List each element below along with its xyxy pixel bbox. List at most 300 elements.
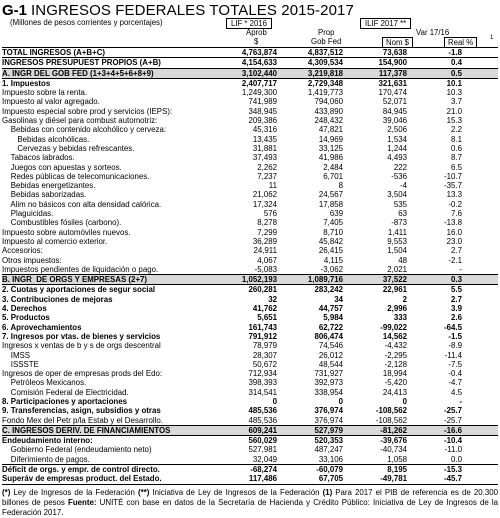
table-row bbox=[2, 58, 498, 68]
value-ilif-2017: 33,106 bbox=[277, 455, 343, 465]
row-spacer bbox=[462, 397, 498, 406]
header-nom: Nom $ bbox=[382, 37, 413, 48]
value-lif-2016: 11 bbox=[268, 181, 277, 191]
row-label: Accesorios: bbox=[2, 246, 43, 256]
value-ilif-2017: 48,544 bbox=[318, 359, 343, 369]
value-var-real: - bbox=[459, 396, 462, 406]
row-spacer bbox=[462, 351, 498, 360]
row-spacer bbox=[462, 88, 498, 97]
row-label: C. INGRESOS DERIV. DE FINANCIAMIENTOS bbox=[2, 425, 210, 435]
value-var-real: 2.7 bbox=[451, 246, 462, 256]
row-spacer bbox=[462, 237, 498, 246]
table-row bbox=[2, 351, 498, 360]
value-var-nominal: 222 bbox=[393, 162, 407, 172]
value-lif-2016: 209,386 bbox=[248, 116, 277, 126]
row-label: ISSSTE bbox=[2, 359, 39, 369]
value-var-nominal: 24,413 bbox=[382, 387, 407, 397]
value-var-nominal: 2 bbox=[402, 294, 407, 304]
row-label: Déficit de orgs. y empr. de control directo. bbox=[2, 465, 160, 475]
value-ilif-2017: 794,060 bbox=[314, 97, 343, 107]
table-row bbox=[2, 116, 498, 125]
header-lif: LIF * 2016 bbox=[226, 18, 272, 29]
value-lif-2016: 560,029 bbox=[248, 436, 277, 446]
row-label: Bebidas alcohólicas. bbox=[2, 134, 90, 144]
row-label: Cervezas y bebidas refrescantes. bbox=[2, 143, 135, 153]
value-lif-2016: 4,067 bbox=[257, 255, 277, 265]
row-label: 6. Aprovechamientos bbox=[2, 322, 82, 332]
value-ilif-2017: 4,837,512 bbox=[277, 48, 343, 58]
header-gobfed: Gob Fed bbox=[311, 37, 342, 46]
row-label: Superáv de empresas product. del Estado. bbox=[2, 474, 210, 484]
table-row bbox=[2, 295, 498, 304]
value-lif-2016: 7,237 bbox=[257, 171, 277, 181]
table-row bbox=[2, 474, 498, 484]
table-row bbox=[2, 265, 498, 275]
value-ilif-2017: 0 bbox=[338, 396, 343, 406]
value-lif-2016: 17,324 bbox=[252, 199, 277, 209]
value-lif-2016: 41,762 bbox=[252, 304, 277, 314]
footnote-source-text: UNITÉ con base en datos de la Secretaría de Hacienda y Crédito Público: Iniciativa de Ley de Ingresos de la Federación 2017. bbox=[2, 497, 499, 517]
value-ilif-2017: 2,484 bbox=[323, 162, 343, 172]
value-lif-2016: 485,536 bbox=[210, 416, 277, 426]
row-label: Alim no básicos con alta densidad calórica. bbox=[2, 199, 162, 209]
value-var-real: 23.0 bbox=[446, 236, 462, 246]
row-label: Diferimiento de pagos. bbox=[2, 455, 210, 465]
table-row bbox=[2, 275, 498, 285]
row-spacer bbox=[462, 313, 498, 322]
value-ilif-2017: 74,546 bbox=[318, 341, 343, 351]
value-var-nominal: 0 bbox=[402, 396, 407, 406]
row-spacer bbox=[462, 275, 498, 285]
value-ilif-2017: 6,701 bbox=[323, 171, 343, 181]
value-ilif-2017: 376,974 bbox=[314, 406, 343, 416]
table-row bbox=[2, 304, 498, 313]
value-var-nominal: 2,996 bbox=[387, 304, 407, 314]
value-lif-2016: 4,763,874 bbox=[210, 48, 277, 58]
value-var-real: 0.0 bbox=[407, 455, 462, 465]
footnote-text-1: Ley de Ingresos de la Federación bbox=[10, 487, 138, 497]
row-spacer bbox=[462, 125, 498, 134]
row-label: Tabacos labrados. bbox=[2, 153, 75, 163]
header-prop: Prop bbox=[318, 28, 335, 37]
row-label: A. INGR DEL GOB FED (1+3+4+5+6+8+9) bbox=[2, 68, 210, 78]
row-spacer bbox=[462, 181, 498, 190]
row-label: Impuesto al valor agregado. bbox=[2, 97, 100, 107]
value-var-real: 3.7 bbox=[451, 97, 462, 107]
value-var-nominal: 73,638 bbox=[343, 48, 407, 58]
value-var-nominal: 63 bbox=[398, 209, 407, 219]
value-ilif-2017: 731,927 bbox=[314, 369, 343, 379]
value-ilif-2017: 33,125 bbox=[318, 143, 343, 153]
row-spacer bbox=[462, 455, 498, 465]
value-lif-2016: 4,154,633 bbox=[210, 58, 277, 68]
row-label: Ingresos x ventas de b y s de orgs descentral bbox=[2, 341, 161, 351]
row-spacer bbox=[462, 144, 498, 153]
row-spacer bbox=[462, 425, 498, 435]
row-label: Impuesto sobre la renta. bbox=[2, 88, 88, 98]
value-lif-2016: 1,052,193 bbox=[210, 275, 277, 285]
table-row bbox=[2, 68, 498, 78]
value-ilif-2017: 487,247 bbox=[314, 445, 343, 455]
income-table bbox=[2, 47, 498, 485]
table-row bbox=[2, 341, 498, 350]
table-row bbox=[2, 436, 498, 446]
value-ilif-2017: 520,353 bbox=[314, 436, 343, 446]
row-spacer bbox=[462, 107, 498, 116]
value-lif-2016: 2,407,717 bbox=[241, 78, 277, 88]
value-lif-2016: 712,934 bbox=[248, 369, 277, 379]
header-ilif: ILIF 2017 ** bbox=[360, 18, 411, 29]
value-ilif-2017: 283,242 bbox=[314, 285, 343, 295]
row-label: Bebidas saborizadas. bbox=[2, 190, 87, 200]
row-label: B. INGR DE ORGS Y EMPRESAS (2+7) bbox=[2, 275, 210, 285]
row-spacer bbox=[462, 406, 498, 415]
value-var-real: 3.9 bbox=[451, 304, 462, 314]
value-var-nominal: -4,432 bbox=[384, 341, 407, 351]
value-var-real: 10.1 bbox=[446, 78, 462, 88]
value-var-nominal: 535 bbox=[393, 199, 407, 209]
table-row bbox=[2, 313, 498, 322]
table-row bbox=[2, 237, 498, 246]
value-var-real: -25.7 bbox=[407, 416, 462, 426]
value-ilif-2017: 3,219,818 bbox=[277, 68, 343, 78]
value-var-nominal: 37,522 bbox=[343, 275, 407, 285]
table-row bbox=[2, 416, 498, 426]
value-var-real: -1.8 bbox=[407, 48, 462, 58]
value-var-nominal: 2,021 bbox=[343, 265, 407, 275]
row-label: Fondo Mex del Petr p/la Estab y el Desarrollo. bbox=[2, 416, 210, 426]
value-lif-2016: -5,083 bbox=[210, 265, 277, 275]
subtitle: (Millones de pesos corrientes y porcentajes) bbox=[10, 18, 163, 27]
row-spacer bbox=[462, 360, 498, 369]
row-spacer bbox=[462, 378, 498, 387]
value-var-real: -13.8 bbox=[444, 218, 462, 228]
value-ilif-2017: 7,405 bbox=[323, 218, 343, 228]
value-lif-2016: 117,486 bbox=[210, 474, 277, 484]
row-spacer bbox=[462, 68, 498, 78]
value-var-real: 4.5 bbox=[451, 387, 462, 397]
value-var-nominal: 14,562 bbox=[382, 331, 407, 341]
table-row bbox=[2, 246, 498, 255]
value-ilif-2017: 2,729,348 bbox=[307, 78, 343, 88]
value-ilif-2017: 5,984 bbox=[323, 313, 343, 323]
footnote-text-3: Para 2017 el PIB de referencia es de 20.300 billones de pesos bbox=[2, 487, 498, 507]
table-row bbox=[2, 135, 498, 144]
value-ilif-2017: 17,858 bbox=[318, 199, 343, 209]
row-spacer bbox=[462, 153, 498, 162]
value-var-nominal: 1,534 bbox=[387, 134, 407, 144]
row-label: Bebidas energetizantes. bbox=[2, 181, 96, 191]
table-row bbox=[2, 378, 498, 387]
row-spacer bbox=[462, 436, 498, 446]
value-var-real: -7.5 bbox=[448, 359, 462, 369]
value-var-nominal: 321,631 bbox=[378, 78, 407, 88]
row-spacer bbox=[462, 388, 498, 397]
table-row bbox=[2, 406, 498, 415]
value-lif-2016: 37,493 bbox=[252, 153, 277, 163]
row-spacer bbox=[462, 135, 498, 144]
value-var-real: -10.7 bbox=[444, 171, 462, 181]
value-lif-2016: 13,435 bbox=[252, 134, 277, 144]
row-spacer bbox=[462, 256, 498, 265]
value-var-real: 0.4 bbox=[407, 58, 462, 68]
value-lif-2016: 32 bbox=[268, 294, 277, 304]
value-var-nominal: 9,553 bbox=[387, 236, 407, 246]
row-spacer bbox=[462, 200, 498, 209]
value-var-real: -0.2 bbox=[448, 199, 462, 209]
header-var: Var 17/16 bbox=[416, 28, 450, 37]
value-var-real: 8.7 bbox=[451, 153, 462, 163]
value-ilif-2017: 8 bbox=[338, 181, 343, 191]
row-spacer bbox=[462, 163, 498, 172]
value-var-nominal: 8,195 bbox=[387, 465, 407, 475]
header-aprob-unit: $ bbox=[254, 37, 259, 46]
value-var-nominal: 84,945 bbox=[382, 106, 407, 116]
value-var-nominal: 170,474 bbox=[378, 88, 407, 98]
row-spacer bbox=[462, 48, 498, 58]
value-lif-2016: 2,262 bbox=[257, 162, 277, 172]
value-lif-2016: 32,049 bbox=[210, 455, 277, 465]
value-lif-2016: 45,316 bbox=[252, 125, 277, 135]
value-var-real: 15.3 bbox=[446, 116, 462, 126]
row-spacer bbox=[462, 209, 498, 218]
value-ilif-2017: 44,757 bbox=[318, 304, 343, 314]
row-spacer bbox=[462, 116, 498, 125]
row-label: TOTAL INGRESOS (A+B+C) bbox=[2, 48, 210, 58]
table-row bbox=[2, 228, 498, 237]
value-var-nominal: -108,562 bbox=[343, 416, 407, 426]
row-label: Combustibles fósiles (carbono). bbox=[2, 218, 122, 228]
row-spacer bbox=[462, 190, 498, 199]
value-lif-2016: 28,307 bbox=[252, 350, 277, 360]
table-row bbox=[2, 163, 498, 172]
row-label: 2. Cuotas y aportaciones de segur social bbox=[2, 285, 156, 295]
row-label: Gasolinas y diésel para combust automotriz: bbox=[2, 116, 158, 126]
row-spacer bbox=[462, 416, 498, 426]
value-lif-2016: -68,274 bbox=[250, 465, 277, 475]
table-row bbox=[2, 125, 498, 134]
table-row bbox=[2, 153, 498, 162]
row-label: Bebidas con contenido alcohólico y cerveza: bbox=[2, 125, 167, 135]
value-ilif-2017: 4,115 bbox=[323, 255, 343, 265]
row-spacer bbox=[462, 341, 498, 350]
value-var-nominal: 1,058 bbox=[343, 455, 407, 465]
value-var-real: 6.5 bbox=[451, 162, 462, 172]
value-ilif-2017: 47,821 bbox=[318, 125, 343, 135]
value-var-nominal: 52,071 bbox=[382, 97, 407, 107]
row-spacer bbox=[462, 246, 498, 255]
value-var-real: -25.7 bbox=[444, 406, 462, 416]
value-lif-2016: 161,743 bbox=[248, 322, 277, 332]
value-var-real: -45.7 bbox=[407, 474, 462, 484]
value-ilif-2017: 433,890 bbox=[314, 106, 343, 116]
value-var-nominal: 333 bbox=[393, 313, 407, 323]
value-var-nominal: -40,734 bbox=[380, 445, 407, 455]
value-var-real: -2.1 bbox=[448, 255, 462, 265]
value-var-real: 2.2 bbox=[451, 125, 462, 135]
value-ilif-2017: 62,722 bbox=[318, 322, 343, 332]
value-var-real: 8.1 bbox=[451, 134, 462, 144]
footnote-source-label: Fuente: bbox=[68, 497, 97, 507]
value-ilif-2017: -60,079 bbox=[316, 465, 343, 475]
value-ilif-2017: 806,474 bbox=[314, 331, 343, 341]
table-row bbox=[2, 425, 498, 435]
value-lif-2016: 609,241 bbox=[210, 425, 277, 435]
value-lif-2016: 78,979 bbox=[252, 341, 277, 351]
value-var-nominal: -4 bbox=[399, 181, 407, 191]
value-ilif-2017: 26,012 bbox=[318, 350, 343, 360]
table-row bbox=[2, 48, 498, 58]
value-var-nominal: 1,244 bbox=[387, 143, 407, 153]
table-row bbox=[2, 360, 498, 369]
value-lif-2016: 398,393 bbox=[248, 378, 277, 388]
row-spacer bbox=[462, 465, 498, 475]
table-row bbox=[2, 455, 498, 465]
value-ilif-2017: 8,710 bbox=[323, 227, 343, 237]
row-spacer bbox=[462, 228, 498, 237]
value-var-nominal: -108,562 bbox=[375, 406, 407, 416]
row-label: 4. Derechos bbox=[2, 304, 47, 314]
value-lif-2016: 314,541 bbox=[248, 387, 277, 397]
row-label: Gobierno Federal (endeudamiento neto) bbox=[2, 445, 152, 455]
value-var-nominal: -873 bbox=[391, 218, 407, 228]
value-var-real: 2.7 bbox=[451, 294, 462, 304]
value-lif-2016: 31,881 bbox=[252, 143, 277, 153]
row-label: Plaguicidas. bbox=[2, 209, 54, 219]
table-row bbox=[2, 78, 498, 88]
row-label: 1. Impuestos bbox=[2, 78, 51, 88]
value-var-nominal: -49,781 bbox=[343, 474, 407, 484]
value-var-nominal: -2,295 bbox=[384, 350, 407, 360]
value-var-real: -0.4 bbox=[448, 369, 462, 379]
value-var-nominal: 4,493 bbox=[387, 153, 407, 163]
value-ilif-2017: 45,842 bbox=[318, 236, 343, 246]
row-spacer bbox=[462, 295, 498, 304]
value-var-real: 13.3 bbox=[446, 190, 462, 200]
value-var-real: -16.6 bbox=[407, 425, 462, 435]
value-lif-2016: 576 bbox=[263, 209, 277, 219]
value-var-real: -11.0 bbox=[444, 445, 462, 455]
row-label: Impuesto especial sobre prod y servicios (IEPS): bbox=[2, 106, 173, 116]
row-spacer bbox=[462, 445, 498, 454]
table-title: INGRESOS FEDERALES TOTALES 2015-2017 bbox=[31, 1, 354, 19]
value-ilif-2017: -3,062 bbox=[277, 265, 343, 275]
value-ilif-2017: 1,419,773 bbox=[307, 88, 343, 98]
value-var-real: 10.3 bbox=[446, 88, 462, 98]
table-row bbox=[2, 332, 498, 341]
table-row bbox=[2, 218, 498, 227]
value-lif-2016: 50,672 bbox=[252, 359, 277, 369]
row-spacer bbox=[462, 78, 498, 88]
value-var-real: 7.6 bbox=[451, 209, 462, 219]
table-row bbox=[2, 323, 498, 332]
value-ilif-2017: 34 bbox=[334, 294, 343, 304]
value-lif-2016: 485,536 bbox=[248, 406, 277, 416]
value-lif-2016: 1,249,300 bbox=[241, 88, 277, 98]
footnote-symbol-2: (**) bbox=[137, 487, 150, 497]
table-row bbox=[2, 388, 498, 397]
row-spacer bbox=[462, 323, 498, 332]
value-var-nominal: 18,994 bbox=[382, 369, 407, 379]
value-ilif-2017: 14,969 bbox=[318, 134, 343, 144]
row-label: Endeudamiento interno: bbox=[2, 436, 93, 446]
table-row bbox=[2, 445, 498, 454]
value-var-real: -4.7 bbox=[448, 378, 462, 388]
value-lif-2016: 21,062 bbox=[252, 190, 277, 200]
value-var-real: 16.0 bbox=[446, 227, 462, 237]
value-var-real: -11.4 bbox=[444, 350, 462, 360]
value-var-real: 2.6 bbox=[451, 313, 462, 323]
row-spacer bbox=[462, 265, 498, 275]
value-var-nominal: 39,046 bbox=[382, 116, 407, 126]
value-var-real: 0.3 bbox=[407, 275, 462, 285]
value-lif-2016: 260,281 bbox=[248, 285, 277, 295]
value-var-nominal: -39,676 bbox=[380, 436, 407, 446]
value-lif-2016: 8,278 bbox=[257, 218, 277, 228]
value-var-real: -64.5 bbox=[444, 322, 462, 332]
row-label: Impuesto sobre automóviles nuevos. bbox=[2, 227, 131, 237]
row-label: Juegos con apuestas y sorteos. bbox=[2, 162, 122, 172]
value-ilif-2017: 24,567 bbox=[318, 190, 343, 200]
value-lif-2016: 348,945 bbox=[248, 106, 277, 116]
value-var-real: -10.4 bbox=[444, 436, 462, 446]
table-row bbox=[2, 190, 498, 199]
value-lif-2016: 791,912 bbox=[248, 331, 277, 341]
value-var-nominal: 154,900 bbox=[343, 58, 407, 68]
value-lif-2016: 24,911 bbox=[253, 246, 277, 256]
value-var-nominal: -536 bbox=[391, 171, 407, 181]
table-row bbox=[2, 107, 498, 116]
value-var-real: -8.9 bbox=[448, 341, 462, 351]
value-ilif-2017: 67,705 bbox=[277, 474, 343, 484]
row-label: Otros impuestos: bbox=[2, 255, 62, 265]
table-header bbox=[2, 18, 498, 47]
row-spacer bbox=[462, 218, 498, 227]
value-ilif-2017: 26,415 bbox=[318, 246, 343, 256]
value-var-nominal: -99,022 bbox=[380, 322, 407, 332]
value-var-nominal: 117,378 bbox=[343, 68, 407, 78]
value-ilif-2017: 41,986 bbox=[318, 153, 343, 163]
value-var-nominal: 1,411 bbox=[387, 227, 407, 237]
header-note: 1 bbox=[490, 35, 494, 41]
footnote-text-2: Iniciativa de Ley de Ingresos de la Federación bbox=[149, 487, 323, 497]
value-ilif-2017: 392,973 bbox=[314, 378, 343, 388]
row-spacer bbox=[462, 172, 498, 181]
value-var-real: 0.5 bbox=[407, 68, 462, 78]
table-row bbox=[2, 97, 498, 106]
page-title bbox=[2, 2, 498, 18]
table-row bbox=[2, 256, 498, 265]
table-row bbox=[2, 200, 498, 209]
row-label: 7. Ingresos por vtas. de bienes y servicios bbox=[2, 331, 161, 341]
footnote bbox=[2, 488, 498, 518]
table-row bbox=[2, 285, 498, 295]
value-ilif-2017: 527,979 bbox=[277, 425, 343, 435]
row-spacer bbox=[462, 304, 498, 313]
table-row bbox=[2, 144, 498, 153]
value-var-real: 21.0 bbox=[446, 106, 462, 116]
table-row bbox=[2, 369, 498, 378]
row-spacer bbox=[462, 97, 498, 106]
value-var-nominal: 48 bbox=[398, 255, 407, 265]
value-ilif-2017: 4,309,534 bbox=[277, 58, 343, 68]
row-label: 5. Productos bbox=[2, 313, 50, 323]
table-code: G-1 bbox=[2, 1, 28, 19]
value-var-nominal: 22,961 bbox=[382, 285, 407, 295]
value-var-real: 5.5 bbox=[451, 285, 462, 295]
value-lif-2016: 3,102,440 bbox=[210, 68, 277, 78]
value-lif-2016: 36,289 bbox=[252, 236, 277, 246]
